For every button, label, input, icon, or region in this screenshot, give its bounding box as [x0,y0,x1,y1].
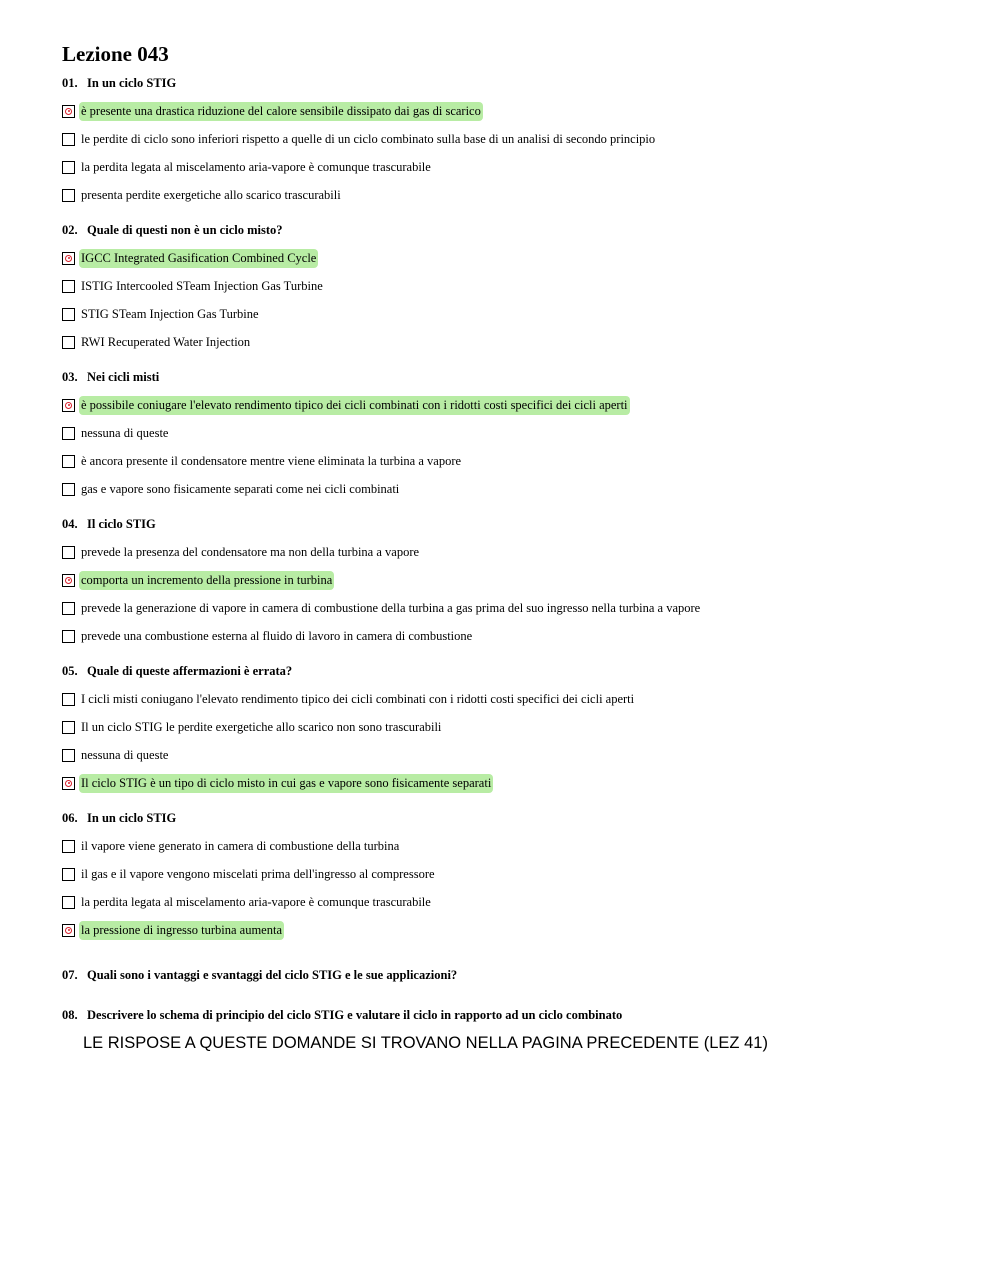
question-number: 03. [62,370,78,384]
checkbox-icon[interactable] [62,427,75,440]
question-heading [62,74,962,92]
question-text: Quale di queste affermazioni è errata? [87,664,293,678]
checkbox-icon[interactable] [62,336,75,349]
question-number: 04. [62,517,78,531]
question-number: 07. [62,968,78,982]
question-text: In un ciclo STIG [87,76,177,90]
question-text: Quali sono i vantaggi e svantaggi del ciclo STIG e le sue applicazioni? [87,968,458,982]
checked-radio-icon[interactable] [62,574,75,587]
open-question-block [62,966,962,984]
checked-radio-icon[interactable] [62,777,75,790]
question-block [62,368,962,503]
question-number: 05. [62,664,78,678]
answer-option[interactable] [62,622,962,650]
checkbox-icon[interactable] [62,133,75,146]
answer-option[interactable] [62,272,962,300]
answer-option[interactable] [62,419,962,447]
checked-radio-icon[interactable] [62,252,75,265]
checkbox-icon[interactable] [62,308,75,321]
answer-text: è possibile coniugare l'elevato rendimento tipico dei cicli combinati con i ridotti costi specifici dei cicli aperti [79,396,630,415]
answer-text: RWI Recuperated Water Injection [81,334,251,349]
answer-text: comporta un incremento della pressione in turbina [79,571,334,590]
answer-option-correct[interactable] [62,391,962,419]
answer-text: prevede la generazione di vapore in camera di combustione della turbina a gas prima del suo ingresso nella turbina a vapore [81,600,701,615]
answer-text: il gas e il vapore vengono miscelati prima dell'ingresso al compressore [81,866,435,881]
answers-note: LE RISPOSE A QUESTE DOMANDE SI TROVANO NELLA PAGINA PRECEDENTE (LEZ 41) [83,1034,768,1052]
question-text: Il ciclo STIG [87,517,156,531]
answer-option[interactable] [62,475,962,503]
checkbox-icon[interactable] [62,455,75,468]
checkbox-icon[interactable] [62,896,75,909]
checkbox-icon[interactable] [62,721,75,734]
answer-text: I cicli misti coniugano l'elevato rendimento tipico dei cicli combinati con i ridotti costi specifici dei cicli aperti [81,691,635,706]
answer-text: il vapore viene generato in camera di combustione della turbina [81,838,400,853]
answer-option[interactable] [62,300,962,328]
quiz-page [62,40,962,1053]
question-number: 01. [62,76,78,90]
checked-radio-icon[interactable] [62,924,75,937]
question-heading [62,809,962,827]
answer-option[interactable] [62,741,962,769]
answer-option[interactable] [62,181,962,209]
question-heading [62,1006,962,1024]
answer-text: IGCC Integrated Gasification Combined Cycle [79,249,318,268]
answer-option[interactable] [62,713,962,741]
checkbox-icon[interactable] [62,749,75,762]
answer-text: prevede la presenza del condensatore ma non della turbina a vapore [81,544,420,559]
question-block [62,515,962,650]
answer-text: prevede una combustione esterna al fluido di lavoro in camera di combustione [81,628,473,643]
answer-option[interactable] [62,153,962,181]
checkbox-icon[interactable] [62,280,75,293]
answer-text: Il un ciclo STIG le perdite exergetiche allo scarico non sono trascurabili [81,719,442,734]
checkbox-icon[interactable] [62,693,75,706]
checkbox-icon[interactable] [62,868,75,881]
question-heading [62,515,962,533]
answer-option-correct[interactable] [62,97,962,125]
answer-option[interactable] [62,538,962,566]
question-text: In un ciclo STIG [87,811,177,825]
checked-radio-icon[interactable] [62,399,75,412]
checkbox-icon[interactable] [62,189,75,202]
answer-text: la pressione di ingresso turbina aumenta [79,921,284,940]
answer-option[interactable] [62,447,962,475]
answer-text: ISTIG Intercooled STeam Injection Gas Turbine [81,278,323,293]
answer-option[interactable] [62,125,962,153]
answer-text: presenta perdite exergetiche allo scarico trascurabili [81,187,341,202]
answer-option-correct[interactable] [62,916,962,944]
answer-text: la perdita legata al miscelamento aria-vapore è comunque trascurabile [81,894,431,909]
answer-text: le perdite di ciclo sono inferiori rispetto a quelle di un ciclo combinato sulla base di un analisi di secondo principio [81,131,656,146]
answer-option-correct[interactable] [62,566,962,594]
answer-text: Il ciclo STIG è un tipo di ciclo misto in cui gas e vapore sono fisicamente separati [79,774,493,793]
question-block [62,74,962,209]
answer-text: STIG STeam Injection Gas Turbine [81,306,259,321]
question-heading [62,221,962,239]
checkbox-icon[interactable] [62,546,75,559]
answer-text: nessuna di queste [81,747,169,762]
checked-radio-icon[interactable] [62,105,75,118]
question-text: Nei cicli misti [87,370,160,384]
answer-option[interactable] [62,860,962,888]
checkbox-icon[interactable] [62,840,75,853]
answer-option[interactable] [62,832,962,860]
answer-text: nessuna di queste [81,425,169,440]
question-number: 08. [62,1008,78,1022]
question-block [62,221,962,356]
open-question-block [62,1006,962,1024]
answer-option[interactable] [62,328,962,356]
question-number: 06. [62,811,78,825]
answer-text: la perdita legata al miscelamento aria-vapore è comunque trascurabile [81,159,431,174]
answer-text: gas e vapore sono fisicamente separati come nei cicli combinati [81,481,400,496]
checkbox-icon[interactable] [62,602,75,615]
lesson-title: Lezione 043 [62,42,169,66]
answer-option[interactable] [62,594,962,622]
checkbox-icon[interactable] [62,483,75,496]
question-heading [62,368,962,386]
answer-option[interactable] [62,888,962,916]
answer-option[interactable] [62,685,962,713]
checkbox-icon[interactable] [62,630,75,643]
question-heading [62,966,962,984]
question-number: 02. [62,223,78,237]
question-heading [62,662,962,680]
question-block [62,809,962,944]
question-list [62,74,962,944]
answer-text: è ancora presente il condensatore mentre viene eliminata la turbina a vapore [81,453,462,468]
answer-option-correct[interactable] [62,244,962,272]
open-question-list [62,966,962,1024]
question-text: Descrivere lo schema di principio del ciclo STIG e valutare il ciclo in rapporto ad un ciclo combinato [87,1008,623,1022]
question-block [62,662,962,797]
question-text: Quale di questi non è un ciclo misto? [87,223,283,237]
answer-option-correct[interactable] [62,769,962,797]
answer-text: è presente una drastica riduzione del calore sensibile dissipato dai gas di scarico [79,102,483,121]
checkbox-icon[interactable] [62,161,75,174]
